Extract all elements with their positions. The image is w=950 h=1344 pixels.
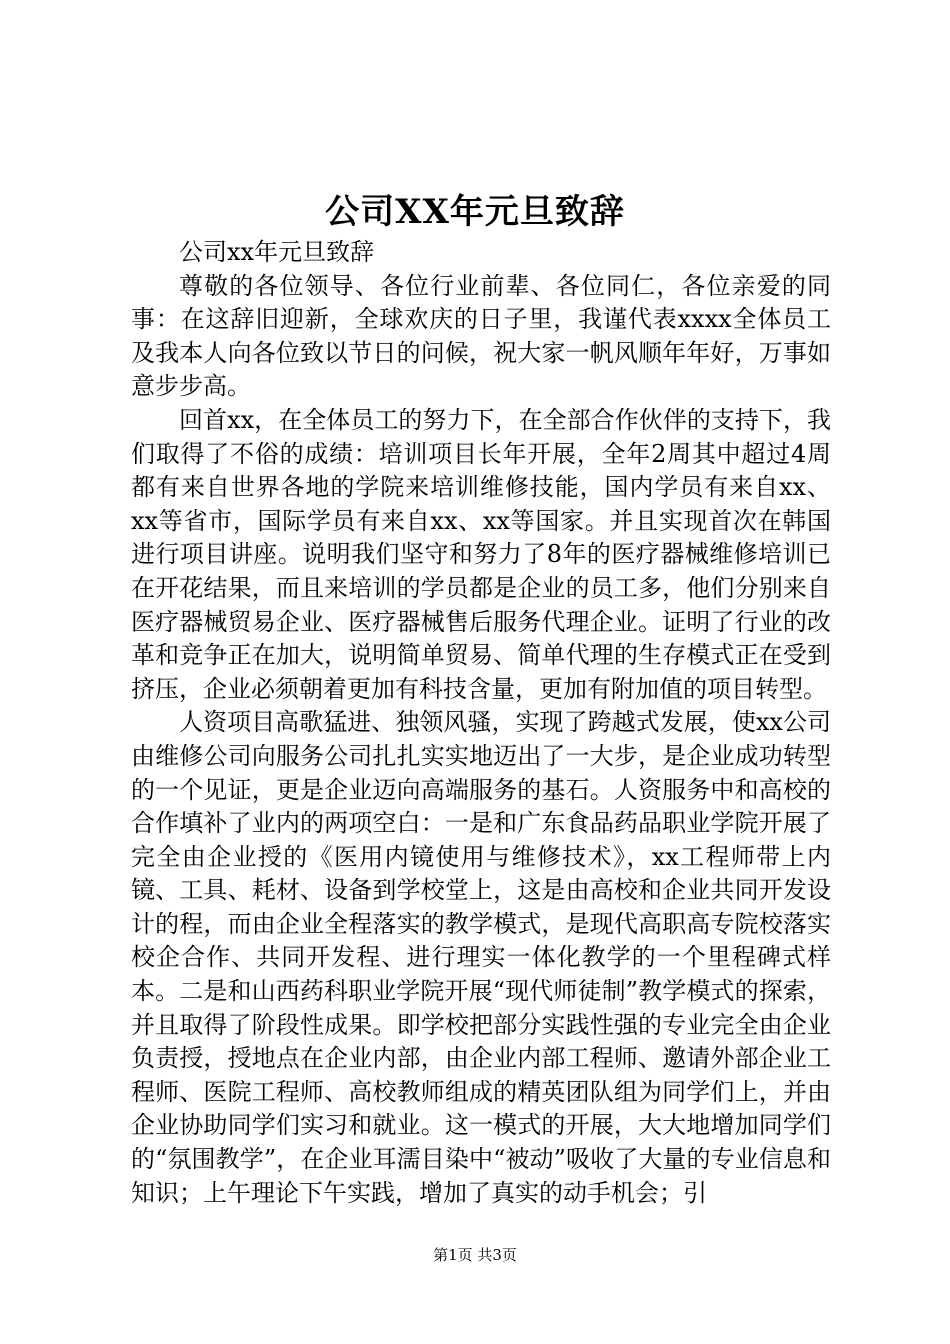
body-paragraph-review: 回首xx，在全体员工的努力下，在全部合作伙伴的支持下，我们取得了不俗的成绩：培训项目长年开展，全年2周其中超过4周都有来自世界各地的学院来培训维修技能，国内学员有来自xx、xx等省市，国际学员有来自xx、xx等国家。并且实现首次在韩国进行项目讲座。说明我们坚守和努力了8年的医疗器械维修培训已在开花结果，而且来培训的学员都是企业的员工多，他们分别来自医疗器械贸易企业、医疗器械售后服务代理企业。证明了行业的改革和竞争正在加大，说明简单贸易、简单代理的生存模式正在受到挤压，企业必须朝着更加有科技含量，更加有附加值的项目转型。 <box>131 405 831 703</box>
document-body <box>131 236 831 1210</box>
body-paragraph-hr-project: 人资项目高歌猛进、独领风骚，实现了跨越式发展，使xx公司由维修公司向服务公司扎扎实实地迈出了一大步，是企业成功转型的一个见证，更是企业迈向高端服务的基石。人资服务中和高校的合作填补了业内的两项空白：一是和广东食品药品职业学院开展了完全由企业授的《医用内镜使用与维修技术》，xx工程师带上内镜、工具、耗材、设备到学校堂上，这是由高校和企业共同开发设计的程，而由企业全程落实的教学模式，是现代高职高专院校落实校企合作、共同开发程、进行理实一体化教学的一个里程碑式样本。二是和山西药科职业学院开展“现代师徒制”教学模式的探索，并且取得了阶段性成果。即学校把部分实践性强的专业完全由企业负责授，授地点在企业内部，由企业内部工程师、邀请外部企业工程师、医院工程师、高校教师组成的精英团队组为同学们上，并由企业协助同学们实习和就业。这一模式的开展，大大地增加同学们的“氛围教学”，在企业耳濡目染中“被动”吸收了大量的专业信息和知识；上午理论下午实践，增加了真实的动手机会；引 <box>131 708 831 1207</box>
body-paragraph-greeting: 尊敬的各位领导、各位行业前辈、各位同仁，各位亲爱的同事：在这辞旧迎新，全球欢庆的日子里，我谨代表xxxx全体员工及我本人向各位致以节日的问候，祝大家一帆风顺年年好，万事如意步步高。 <box>131 271 831 401</box>
document-title: 公司XX年元旦致辞 <box>325 192 625 232</box>
page-footer: 第1页 共3页 <box>433 1246 517 1264</box>
body-paragraph-heading: 公司xx年元旦致辞 <box>179 238 375 266</box>
